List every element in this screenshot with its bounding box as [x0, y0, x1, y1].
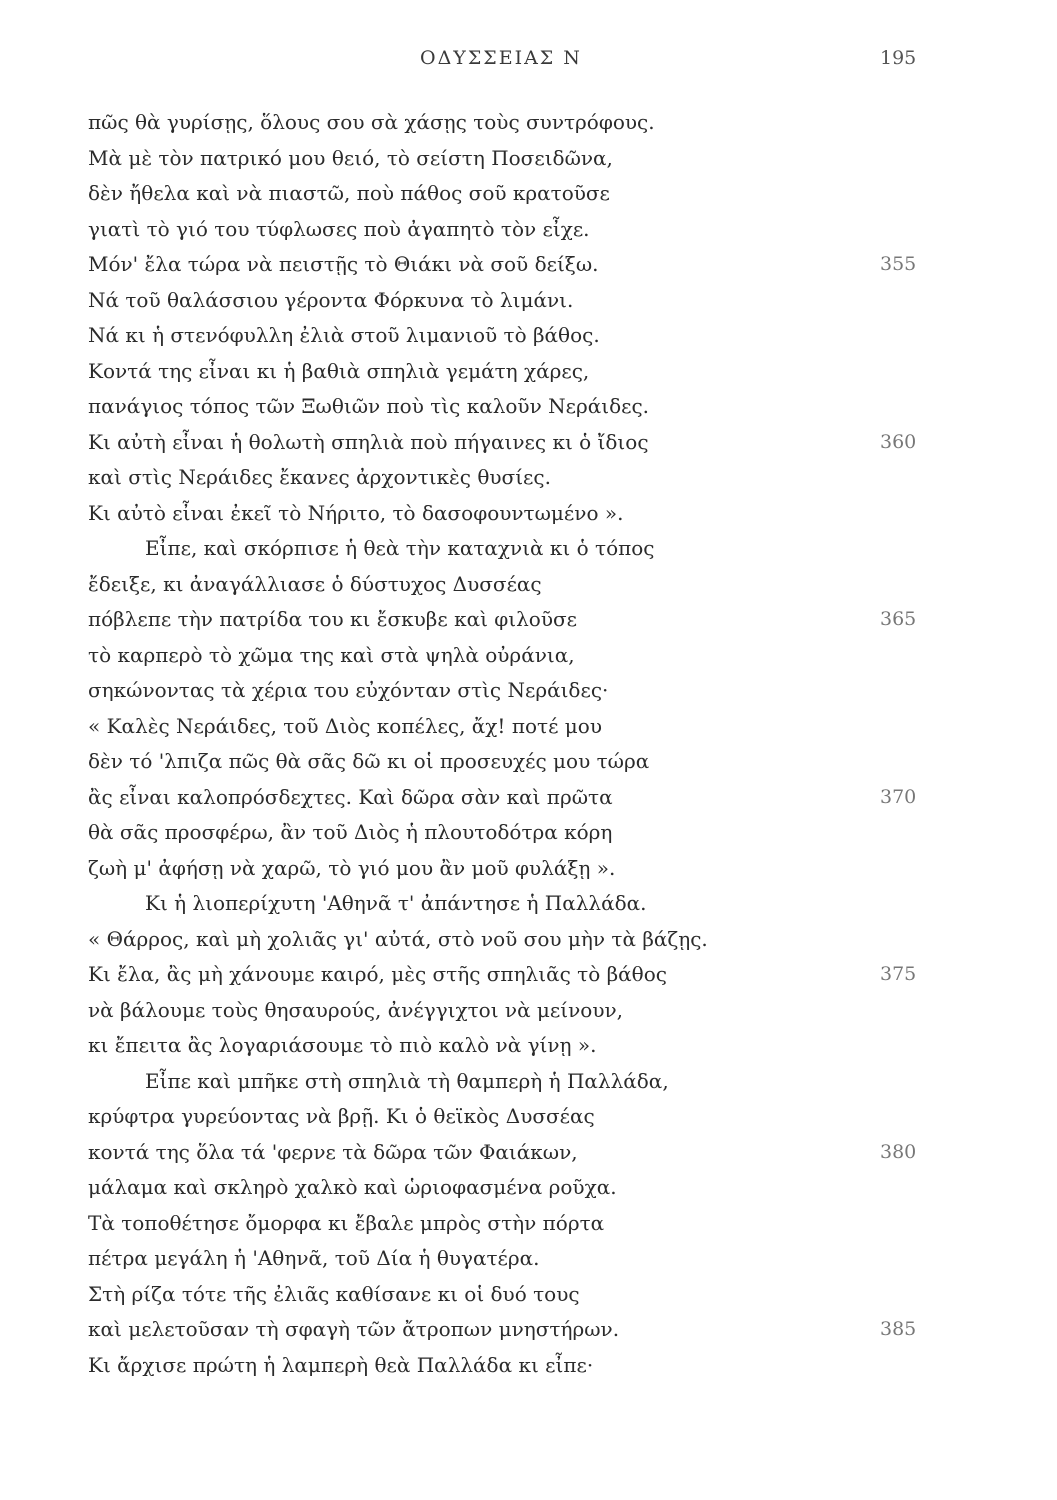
verse-line: μάλαμα καὶ σκληρὸ χαλκὸ καὶ ὡριοφασμένα ροῦχα.: [88, 1175, 617, 1199]
verse-line: ζωὴ μ' ἀφήσῃ νὰ χαρῶ, τὸ γιό μου ἂν μοῦ φυλάξῃ ».: [88, 856, 616, 880]
verse-line: Κοντά της εἶναι κι ἡ βαθιὰ σπηλιὰ γεμάτη χάρες,: [88, 359, 590, 383]
verse-line: θὰ σᾶς προσφέρω, ἂν τοῦ Διὸς ἡ πλουτοδότρα κόρη: [88, 820, 613, 844]
verse-line: κοντά της ὅλα τά 'φερνε τὰ δῶρα τῶν Φαιάκων,: [88, 1140, 578, 1164]
verse-line: Εἶπε, καὶ σκόρπισε ἡ θεὰ τὴν καταχνιὰ κι ὁ τόπος: [145, 536, 655, 560]
verse-line: σηκώνοντας τὰ χέρια του εὐχόνταν στὶς Νεράιδες·: [88, 678, 609, 702]
verse-line: Κι ἄρχισε πρώτη ἡ λαμπερὴ θεὰ Παλλάδα κι εἶπε·: [88, 1353, 594, 1377]
verse-line: Μὰ μὲ τὸν πατρικό μου θειό, τὸ σείστη Ποσειδῶνα,: [88, 146, 613, 170]
verse-line: Κι ἔλα, ἂς μὴ χάνουμε καιρό, μὲς στῆς σπηλιᾶς τὸ βάθος: [88, 962, 667, 986]
verse-line: νὰ βάλουμε τοὺς θησαυρούς, ἀνέγγιχτοι νὰ μείνουν,: [88, 998, 624, 1022]
page-number: 195: [880, 47, 917, 69]
line-number: 355: [880, 253, 917, 275]
verse-line: Κι αὐτὴ εἶναι ἡ θολωτὴ σπηλιὰ ποὺ πήγαινες κι ὁ ἴδιος: [88, 430, 649, 454]
verse-line: πανάγιος τόπος τῶν Ξωθιῶν ποὺ τὶς καλοῦν Νεράιδες.: [88, 394, 650, 418]
verse-line: « Καλὲς Νεράιδες, τοῦ Διὸς κοπέλες, ἄχ! ποτέ μου: [88, 714, 602, 738]
verse-line: Νά τοῦ θαλάσσιου γέροντα Φόρκυνα τὸ λιμάνι.: [88, 288, 574, 312]
verse-line: ἂς εἶναι καλοπρόσδεχτες. Καὶ δῶρα σὰν καὶ πρῶτα: [88, 785, 613, 809]
verse-line: Κι ἡ λιοπερίχυτη 'Αθηνᾶ τ' ἀπάντησε ἡ Παλλάδα.: [145, 891, 647, 915]
line-number: 385: [880, 1318, 917, 1340]
verse-line: Νά κι ἡ στενόφυλλη ἐλιὰ στοῦ λιμανιοῦ τὸ βάθος.: [88, 323, 600, 347]
verse-line: « Θάρρος, καὶ μὴ χολιᾶς γι' αὐτά, στὸ νοῦ σου μὴν τὰ βάζῃς.: [88, 927, 708, 951]
verse-line: γιατὶ τὸ γιό του τύφλωσες ποὺ ἀγαπητὸ τὸν εἶχε.: [88, 217, 590, 241]
verse-line: πῶς θὰ γυρίσῃς, ὅλους σου σὰ χάσῃς τοὺς συντρόφους.: [88, 110, 655, 134]
verse-line: κρύφτρα γυρεύοντας νὰ βρῇ. Κι ὁ θεϊκὸς Δυσσέας: [88, 1104, 595, 1128]
line-number: 380: [880, 1141, 917, 1163]
verse-line: τὸ καρπερὸ τὸ χῶμα της καὶ στὰ ψηλὰ οὐράνια,: [88, 643, 575, 667]
verse-line: καὶ μελετοῦσαν τὴ σφαγὴ τῶν ἄτροπων μνηστήρων.: [88, 1317, 620, 1341]
verse-line: Στὴ ρίζα τότε τῆς ἐλιᾶς καθίσανε κι οἱ δυό τους: [88, 1282, 580, 1306]
line-number: 375: [880, 963, 917, 985]
verse-line: Τὰ τοποθέτησε ὄμορφα κι ἔβαλε μπρὸς στὴν πόρτα: [88, 1211, 605, 1235]
page-header: [0, 47, 1057, 77]
verse-line: ἔδειξε, κι ἀναγάλλιασε ὁ δύστυχος Δυσσέας: [88, 572, 542, 596]
verse-line: καὶ στὶς Νεράιδες ἔκανες ἀρχοντικὲς θυσίες.: [88, 465, 551, 489]
line-number: 365: [880, 608, 917, 630]
verse-line: πόβλεπε τὴν πατρίδα του κι ἔσκυβε καὶ φιλοῦσε: [88, 607, 578, 631]
line-number: 370: [880, 786, 917, 808]
verse-line: κι ἔπειτα ἂς λογαριάσουμε τὸ πιὸ καλὸ νὰ γίνῃ ».: [88, 1033, 597, 1057]
running-title: ΟΔΥΣΣΕΙΑΣ Ν: [420, 47, 582, 69]
verse-line: Εἶπε καὶ μπῆκε στὴ σπηλιὰ τὴ θαμπερὴ ἡ Παλλάδα,: [145, 1069, 669, 1093]
verse-line: πέτρα μεγάλη ἡ 'Αθηνᾶ, τοῦ Δία ἡ θυγατέρα.: [88, 1246, 540, 1270]
verse-line: Κι αὐτὸ εἶναι ἐκεῖ τὸ Νήριτο, τὸ δασοφουντωμένο ».: [88, 501, 624, 525]
verse-line: δὲν ἤθελα καὶ νὰ πιαστῶ, ποὺ πάθος σοῦ κρατοῦσε: [88, 181, 610, 205]
verse-line: Μόν' ἔλα τώρα νὰ πειστῇς τὸ Θιάκι νὰ σοῦ δείξω.: [88, 252, 599, 276]
verse-line: δὲν τό 'λπιζα πῶς θὰ σᾶς δῶ κι οἱ προσευχές μου τώρα: [88, 749, 650, 773]
line-number: 360: [880, 431, 917, 453]
